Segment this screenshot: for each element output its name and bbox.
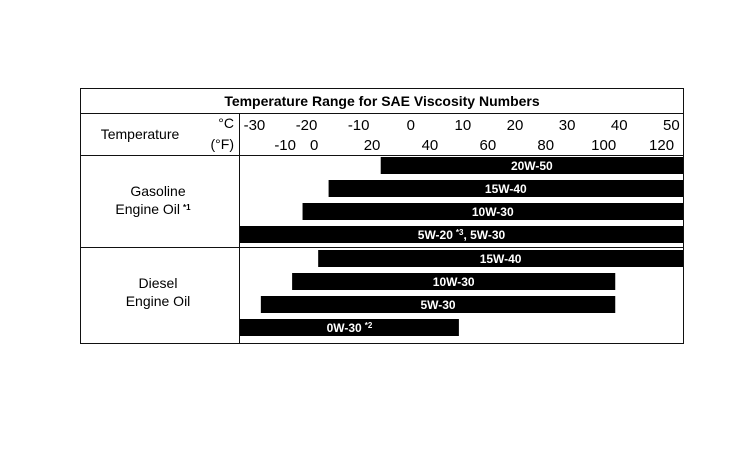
bar-label: 10W-30 — [432, 275, 475, 289]
celsius-tick-label: -20 — [295, 117, 318, 134]
bar-label: 5W-30 — [420, 298, 456, 312]
celsius-tick-label: 30 — [558, 117, 576, 134]
fahrenheit-tick-label: 60 — [479, 137, 497, 154]
gasoline-group-label-line2 — [115, 201, 191, 217]
diesel-group-label-line2: Engine Oil — [125, 293, 191, 309]
temperature-header: Temperature — [100, 126, 180, 142]
celsius-tick-label: 40 — [610, 117, 628, 134]
celsius-unit-label: °C — [218, 115, 234, 131]
diesel-group-label: Diesel — [138, 275, 178, 291]
fahrenheit-tick-label: 100 — [591, 137, 617, 154]
celsius-tick-labels — [244, 117, 680, 134]
bar-label: 20W-50 — [510, 159, 553, 173]
celsius-tick-label: 10 — [454, 117, 472, 134]
bar-label: 5W-20 $^{*3}$, 5W-30 — [417, 228, 506, 242]
celsius-tick-label: 0 — [406, 117, 415, 134]
celsius-tick-label: -30 — [243, 117, 266, 134]
fahrenheit-tick-label: 40 — [421, 137, 439, 154]
gasoline-group-label: Gasoline — [130, 183, 186, 199]
gasoline-group-label-text: Engine Oil — [115, 201, 181, 217]
fahrenheit-tick-label: -10 — [274, 137, 297, 154]
fahrenheit-tick-labels — [274, 137, 674, 154]
fahrenheit-tick-label: 120 — [649, 137, 675, 154]
fahrenheit-unit-label: (°F) — [210, 136, 234, 152]
fahrenheit-tick-label: 20 — [363, 137, 381, 154]
fahrenheit-tick-label: 80 — [537, 137, 555, 154]
celsius-tick-label: -10 — [347, 117, 370, 134]
bar-label: 15W-40 — [479, 252, 522, 266]
gasoline-note: *1 — [183, 203, 191, 212]
bar-label: 15W-40 — [484, 182, 527, 196]
fahrenheit-tick-label: 0 — [309, 137, 319, 154]
celsius-tick-label: 20 — [506, 117, 524, 134]
bar-label: 10W-30 — [471, 205, 514, 219]
bar-label: 0W-30 $^{*2}$ — [326, 321, 373, 335]
viscosity-bars — [240, 157, 683, 336]
chart-title: Temperature Range for SAE Viscosity Numbers — [224, 93, 540, 109]
celsius-tick-label: 50 — [663, 117, 680, 134]
